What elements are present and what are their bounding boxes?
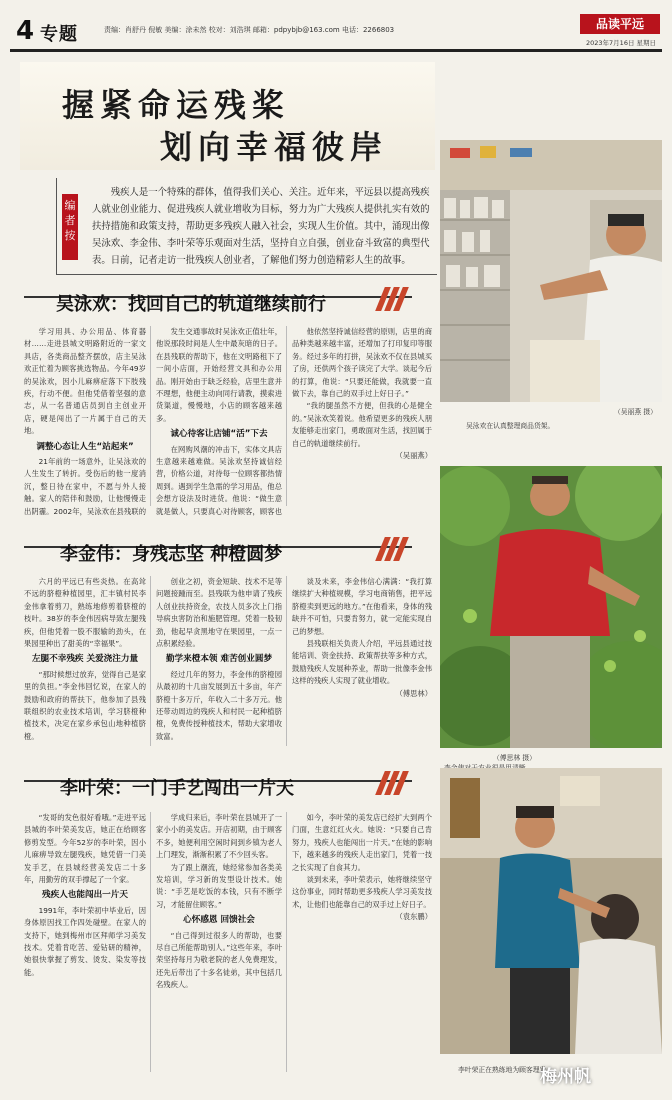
- photo-credit-1: （吴丽燕 摄）: [614, 408, 657, 416]
- photo-stationery-shop: [440, 140, 662, 402]
- section-3-col-2: [156, 812, 282, 1088]
- paragraph: 学成归来后，李叶荣在县城开了一家小小的美发店。开店初期，由于顾客不多，她便利用空闲时间到乡镇为老人上门理发，渐渐积累了不少回头客。: [156, 813, 282, 860]
- editor-credits: 责编：肖舒丹 倪敏 美编：涂未然 校对：刘浩琪 邮箱：pdpybjb@163.com 电话：2266803: [104, 26, 395, 34]
- column-rule: [150, 812, 151, 1072]
- paragraph: 谈到未来，李叶荣表示，她将继续坚守这份事业，同时帮助更多残疾人学习美发技术，让他们也能靠自己的双手过上好日子。: [292, 875, 432, 909]
- subheading: 调整心态让人生“站起来”: [36, 441, 134, 452]
- subheading: 心怀感恩 回馈社会: [183, 915, 255, 926]
- subheading: 左腿不幸残疾 关爱浇注力量: [31, 654, 139, 665]
- section-1-col-2: [156, 326, 282, 516]
- section-name: 专题: [40, 24, 78, 45]
- section-1-stripes: [380, 287, 416, 313]
- section-1-col-1: [24, 326, 146, 516]
- paragraph: “我的腿虽然不方便，但我的心是健全的。”吴泳欢笑着说。他希望更多的残疾人朋友能够走出家门，勇敢面对生活，找回属于自己的轨道继续前行。: [292, 401, 432, 448]
- column-rule: [286, 812, 287, 1072]
- byline: （傅思林）: [395, 688, 432, 698]
- byline: （袁东鹏）: [395, 912, 432, 922]
- newspaper-logo: 品读平远: [580, 14, 660, 34]
- section-3-col-3: [292, 812, 432, 1088]
- column-rule: [150, 576, 151, 746]
- column-rule: [286, 576, 287, 746]
- section-1-title: 吴泳欢：找回自己的轨道继续前行: [56, 294, 326, 315]
- paragraph: 为了跟上潮流，她经常参加各类美发培训，学习新的发型设计技术。她说：“手艺是吃饭的本钱，只有不断学习，才能留住顾客。”: [156, 862, 282, 909]
- subheading: 残疾人也能闯出一片天: [42, 890, 128, 901]
- section-2-title: 李金伟：身残志坚 种橙圆梦: [60, 544, 283, 565]
- paragraph: “那时候想过放弃，觉得自己是家里的负担。”李金伟回忆说，在家人的鼓励和政府的帮扶下，他参加了县残联组织的农业技术培训，学习脐橙种植技术，决定在家乡承包山地种植脐橙。: [24, 669, 146, 741]
- paragraph: 在网购风潮的冲击下，实体文具店生意越来越难做。吴泳欢坚持诚信经营，价格公道，对待每一位顾客都热情周到。遇到学生急需的学习用品，他总会想方设法及时进货。他说：“做生意就是做人，只要真心对待顾客，顾客也: [156, 444, 282, 516]
- photo-orange-grove: [440, 466, 662, 748]
- headline-line-2: 划向幸福彼岸: [160, 128, 389, 166]
- page-number: 4: [16, 16, 35, 46]
- issue-date: 2023年7月16日 星期日: [586, 39, 657, 47]
- section-2-col-1: [24, 576, 146, 752]
- section-2-stripes: [380, 537, 416, 563]
- paragraph: 谈及未来，李金伟信心满满：“我打算继续扩大种植规模，学习电商销售，把平远脐橙卖到更远的地方。”在他看来，身体的残缺并不可怕，只要肯努力，就一定能实现自己的梦想。: [292, 577, 432, 636]
- section-1-col-3: [292, 326, 432, 516]
- paragraph: 他依然坚持诚信经营的原则，店里的商品种类越来越丰富，还增加了打印复印等服务。经过多年的打拼，吴泳欢不仅在县城买了房，还供两个孩子读完了大学。谈起今后的打算，他说：“只要还能做，我就要一直做下去，靠自己的双手过上好日子。”: [292, 327, 432, 399]
- section-3-col-1: [24, 812, 146, 1088]
- photo-caption-1: 吴泳欢在认真整理商品货架。: [466, 422, 555, 430]
- header-rule: [10, 49, 662, 52]
- section-3-stripes: [380, 771, 416, 797]
- column-rule: [286, 326, 287, 506]
- photo-caption-3: 李叶荣正在熟练地为顾客理发。: [458, 1066, 554, 1074]
- section-2-col-2: [156, 576, 282, 752]
- section-3-title: 李叶荣：一门手艺闯出一片天: [60, 778, 294, 799]
- paragraph: “自己得到过很多人的帮助，也要尽自己所能帮助别人。”这些年来，李叶荣坚持每月为敬老院的老人免费理发，还先后带出了十多名徒弟，其中包括几名残疾人。: [156, 930, 282, 990]
- paragraph: 1991年，李叶荣初中毕业后，因身体原因找工作四处碰壁。在家人的支持下，她到梅州市区拜师学习美发技术。凭着肯吃苦、爱钻研的精神，她很快掌握了剪发、烫发、染发等技能。: [24, 905, 146, 977]
- paragraph: 如今，李叶荣的美发店已经扩大到两个门面，生意红红火火。她说：“只要自己肯努力，残疾人也能闯出一片天。”在她的影响下，越来越多的残疾人走出家门，凭着一技之长实现了自食其力。: [292, 813, 432, 872]
- photo-hair-salon: [440, 768, 662, 1054]
- byline: （吴丽燕）: [395, 451, 432, 461]
- paragraph: 发生交通事故时吴泳欢正值壮年，他说那段时间是人生中最灰暗的日子。在县残联的帮助下，他在文明路租下了一间小店面，开始经营文具和办公用品。刚开始由于缺乏经验，店里生意并不理想，他便主动向同行请教，摸索进货渠道，慢慢地，小店的顾客越来越多。: [156, 327, 282, 423]
- paragraph: “发哥的发色很好看哦。”走进平远县城的李叶荣美发店，她正在给顾客修剪发型。今年52岁的李叶荣，因小儿麻痹导致左腿残疾，她凭借一门美发手艺，在县城经营美发店二十多年，用勤劳的双手撑起了一个家。: [24, 813, 146, 885]
- watermark: 梅州帆: [540, 1067, 591, 1087]
- subheading: 诚心待客让店铺“活”下去: [170, 429, 268, 440]
- photo-credit-2: （傅思林 摄）: [493, 754, 536, 762]
- paragraph: 创业之初，资金短缺、技术不足等问题接踵而至。县残联为他申请了残疾人创业扶持资金，农技人员多次上门指导病虫害防治和施肥管理。凭着一股韧劲，他起早贪黑地守在果园里，一点一点积累经验。: [156, 577, 282, 649]
- column-rule: [150, 326, 151, 506]
- section-2-col-3: [292, 576, 432, 752]
- paragraph: 经过几年的努力，李金伟的脐橙园从最初的十几亩发展到五十多亩，年产脐橙十多万斤，年收入二十多万元。他还带动周边的残疾人和村民一起种植脐橙，免费传授种植技术，帮助大家增收致富。: [156, 669, 282, 741]
- paragraph: 21年前的一场意外，让吴泳欢的人生发生了转折。受伤后的他一度消沉，整日待在家中，不愿与外人接触。家人的陪伴和鼓励，让他慢慢走出阴霾。2002年，吴泳欢在县残联的: [24, 457, 146, 516]
- intro-text: 残疾人是一个特殊的群体，值得我们关心、关注。近年来，平远县以提高残疾人就业创业能力、促进残疾人就业增收为目标，努力为广大残疾人提供扎实有效的扶持措施和政策支持，帮助更多残疾人融入社会，实现人生价值。其中，涌现出像吴泳欢、李金伟、李叶荣等乐观面对生活，坚持自立自强，创业奋斗致富的典型代表。日前，记者走访一批残疾人创业者，了解他们努力创造精彩人生的故事。: [92, 187, 430, 266]
- paragraph: 六月的平远已有些炎热。在高耸不远的脐橙种植园里，汇丰镇村民李金伟拿着剪刀，熟练地修剪着脐橙的枝叶。38岁的李金伟因病导致左腿残疾，但他凭着一股不服输的劲头，在果园里种出了甜美的“幸福果”。: [24, 577, 146, 649]
- subheading: 勤学来橙本领 难苦创业圆梦: [165, 654, 273, 665]
- paragraph: 县残联相关负责人介绍，平远县通过技能培训、资金扶持、政策帮扶等多种方式，鼓励残疾人发展种养业，帮助一批像李金伟这样的残疾人实现了就业增收。: [292, 639, 432, 686]
- headline-line-1: 握紧命运残桨: [62, 86, 291, 124]
- paragraph: 学习用具、办公用品、体育器材……走进县城文明路附近的一家文具店，各类商品整齐摆放，店主吴泳欢正忙着为顾客挑选物品。今年49岁的吴泳欢，因小儿麻痹症落下下肢残疾，行动不便。但他凭借着坚强的意志，从一名普通店员到自主创业开店，硬是闯出了一片属于自己的天地。: [24, 327, 146, 436]
- editor-note-tag: 编者按: [62, 194, 78, 260]
